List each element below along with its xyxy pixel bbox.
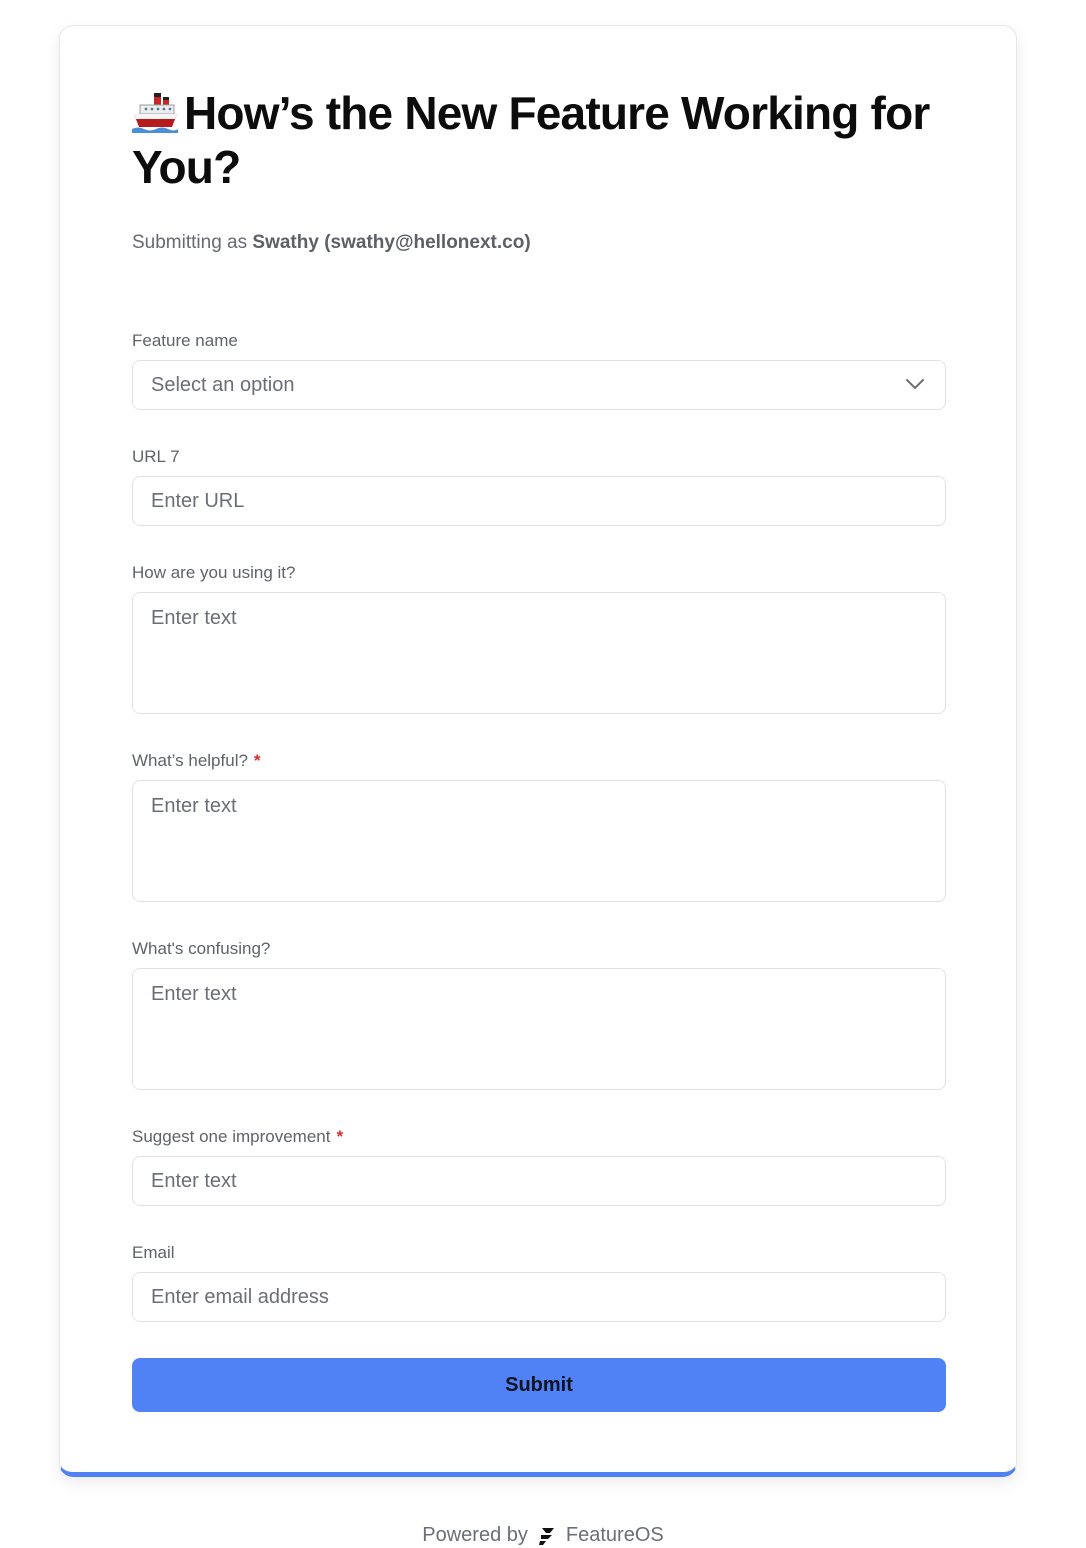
usage-label: How are you using it?	[132, 563, 296, 582]
confusing-textarea[interactable]	[132, 968, 946, 1090]
page-title-text: How’s the New Feature Working for You?	[132, 87, 930, 193]
confusing-placeholder: Enter text	[151, 983, 237, 1005]
url-placeholder: Enter URL	[151, 489, 245, 512]
feature-name-select[interactable]	[132, 360, 946, 410]
helpful-label-text: What’s helpful?	[132, 751, 248, 770]
feedback-form-card	[59, 25, 1017, 1477]
improvement-input[interactable]	[132, 1156, 946, 1206]
email-placeholder: Enter email address	[151, 1285, 329, 1308]
powered-by-text: Powered by	[422, 1524, 528, 1546]
improvement-label	[132, 1127, 343, 1147]
page-title	[132, 86, 946, 194]
usage-placeholder: Enter text	[151, 607, 237, 629]
url-label: URL 7	[132, 447, 180, 466]
featureos-logo-icon	[538, 1526, 556, 1546]
ship-icon	[132, 90, 178, 132]
usage-textarea[interactable]	[132, 592, 946, 714]
email-label: Email	[132, 1243, 175, 1262]
url-input[interactable]	[132, 476, 946, 526]
confusing-label: What's confusing?	[132, 939, 271, 958]
improvement-placeholder: Enter text	[151, 1169, 237, 1192]
helpful-placeholder: Enter text	[151, 795, 237, 817]
submitting-prefix: Submitting as	[132, 232, 248, 253]
required-mark: *	[336, 1127, 344, 1146]
powered-by-footer[interactable]	[0, 1524, 1086, 1547]
chevron-down-icon	[905, 377, 925, 391]
feature-name-label: Feature name	[132, 331, 238, 350]
submitting-as	[132, 232, 531, 254]
feature-name-placeholder: Select an option	[151, 373, 295, 396]
helpful-label	[132, 751, 261, 771]
email-input[interactable]	[132, 1272, 946, 1322]
featureos-brand: FeatureOS	[565, 1524, 664, 1546]
improvement-label-text: Suggest one improvement	[132, 1127, 331, 1146]
required-mark: *	[253, 751, 261, 770]
submit-button[interactable]: Submit	[132, 1358, 946, 1412]
submitting-user: Swathy (swathy@hellonext.co)	[252, 232, 531, 253]
helpful-textarea[interactable]	[132, 780, 946, 902]
